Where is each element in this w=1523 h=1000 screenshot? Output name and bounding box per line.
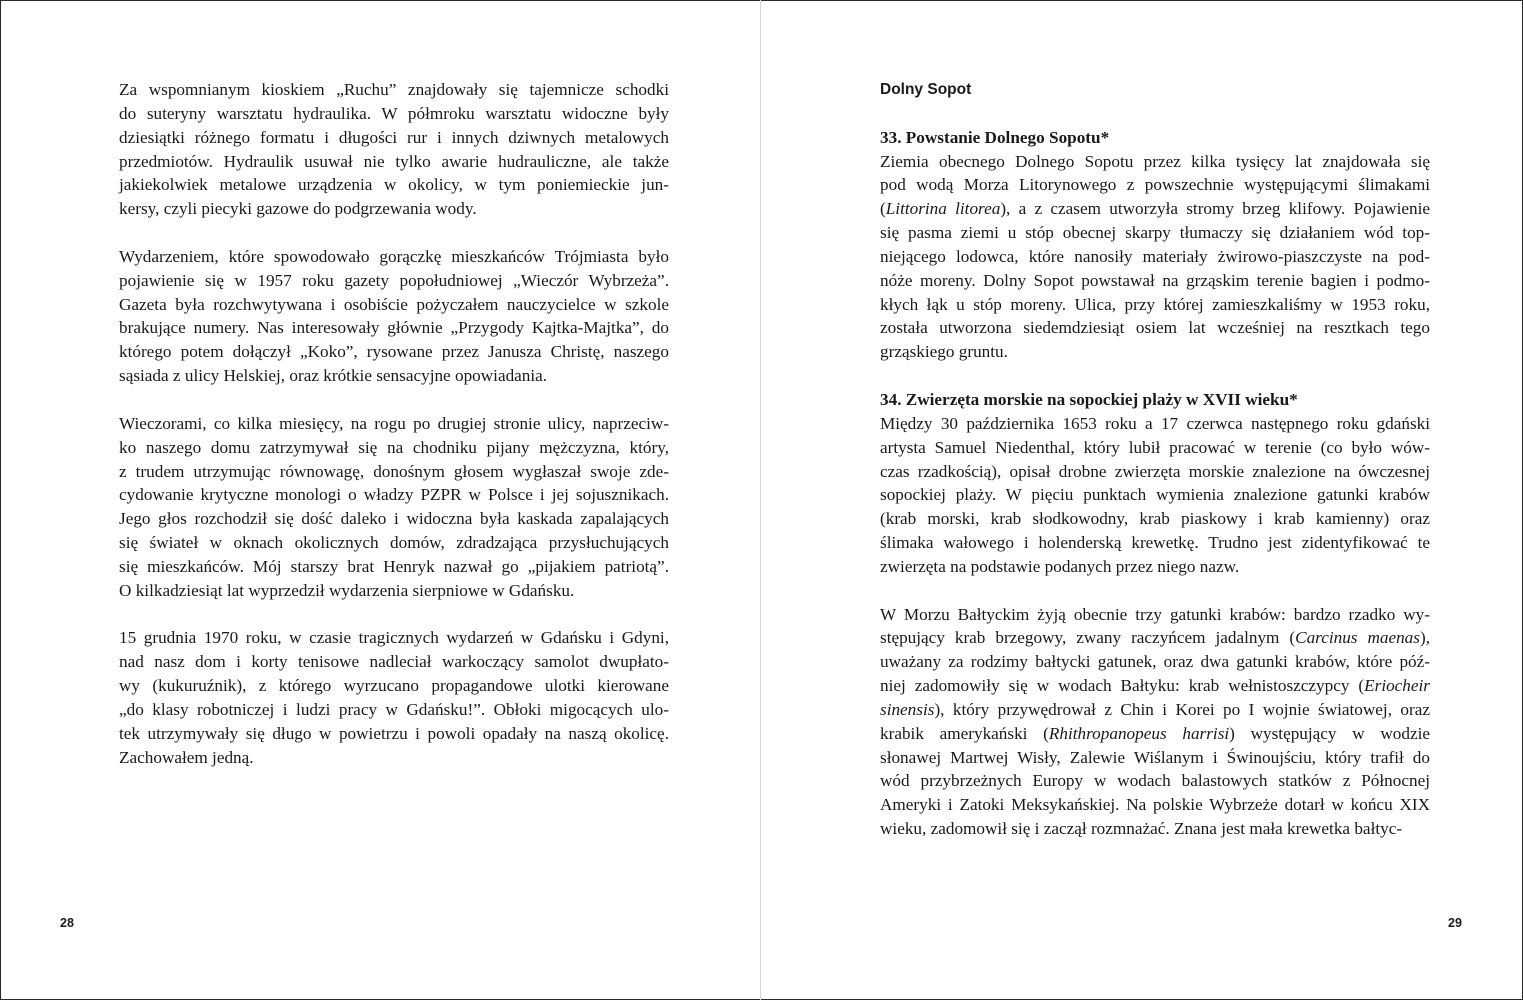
text-line <box>880 769 1430 793</box>
text-line <box>880 722 1430 746</box>
text-line: z trudem utrzymując równowagę, donośnym głosem wygłaszał swoje zde- <box>119 461 669 481</box>
text-run: niej zadomowiły się w wodach Bałtyku: krab wełnistoszczypcy ( <box>880 676 1365 696</box>
text-run: krabik amerykański ( <box>880 723 1049 743</box>
text-line: „do klasy robotniczej i ludzi pracy w Gdańsku!”. Obłoki migocących ulo- <box>119 699 669 719</box>
text-run: artysta Samuel Niedenthal, który lubił pracować w terenie (co było wów- <box>880 437 1430 457</box>
paragraph-drunk-patriot <box>119 412 669 603</box>
text-line <box>880 817 1430 841</box>
text-line <box>880 436 1430 460</box>
text-line <box>880 340 1430 364</box>
text-run: ( <box>880 199 886 219</box>
text-line: brakujące numery. Nas interesowały głównie „Przygody Kajtka-Majtka”, do <box>119 318 669 338</box>
text-line: kersy, czyli piecyki gazowe do podgrzewania wody. <box>119 199 477 219</box>
text-run: pod wodą Morza Litorynowego z powszechnie występującymi ślimakami <box>880 175 1430 195</box>
text-line: Zachowałem jedną. <box>119 747 254 767</box>
text-line: nad nasz dom i korty tenisowe nadleciał warkoczący samolot dwupłato- <box>119 652 669 672</box>
entry-body <box>880 150 1430 365</box>
text-run: została utworzona siedemdziesiąt osiem lat wcześniej na resztkach tego <box>880 318 1430 338</box>
text-line: dziesiątki różnego formatu i długości rur i innych dziwnych metalowych <box>119 127 669 147</box>
text-line <box>880 197 1430 221</box>
text-run: się pasma ziemi u stóp obecnej skarpy tłumaczy się działaniem wód top- <box>880 223 1430 243</box>
text-line <box>880 674 1430 698</box>
text-line: przedmiotów. Hydraulik usuwał nie tylko awarie hudrauliczne, ale także <box>119 151 669 171</box>
paragraph-kiosk <box>119 78 669 221</box>
text-line: O kilkadziesiąt lat wyprzedził wydarzenia sierpniowe w Gdańsku. <box>119 580 575 600</box>
text-line: do suteryny warsztatu hydraulika. W półmroku warsztatu widoczne były <box>119 103 669 123</box>
text-run: ), który przywędrował z Chin i Korei po I wojnie światowej, oraz <box>934 699 1430 719</box>
text-line: pojawienie się w 1957 roku gazety popołudniowej „Wieczór Wybrzeża”. <box>119 270 669 290</box>
text-line <box>880 150 1430 174</box>
text-run: Ameryki i Zatoki Meksykańskiej. Na polskie Wybrzeże dotarł w końcu XIX <box>880 795 1430 815</box>
latin-species-name: Rhithropanopeus harrisi <box>1048 723 1230 743</box>
entry-body <box>880 412 1430 579</box>
right-page <box>762 0 1523 1000</box>
text-line: którego potem dołączył „Koko”, rysowane przez Janusza Christę, naszego <box>119 342 669 362</box>
text-line <box>880 626 1430 650</box>
text-line: Za wspomnianym kioskiem „Ruchu” znajdowały się tajemnicze schodki <box>119 80 669 99</box>
text-run: stępujący krab brzegowy, zwany raczyńcem jadalnym ( <box>880 628 1296 648</box>
text-line <box>880 245 1430 269</box>
section-heading: Dolny Sopot <box>880 81 972 98</box>
text-line: ko naszego domu zatrzymywał się na chodniku pijany mężczyzna, który, <box>119 437 669 457</box>
text-run: ), a z czasem utworzyła stromy brzeg klifowy. Pojawienie <box>1000 199 1430 219</box>
text-line <box>880 698 1430 722</box>
text-line <box>880 412 1430 436</box>
text-line <box>880 293 1430 317</box>
text-line <box>880 650 1430 674</box>
text-line: się mieszkańców. Mój starszy brat Henryk nazwał go „pijakiem patriotą”. <box>119 556 669 576</box>
text-line: Gazeta była rozchwytywana i osobiście pożyczałem nauczycielce w szkole <box>119 294 669 314</box>
text-line: Wieczorami, co kilka miesięcy, na rogu po drugiej stronie ulicy, naprzeciw- <box>119 413 669 433</box>
text-run: kłych łąk u stóp moreny. Ulica, przy której zamieszkaliśmy w 1953 roku, <box>880 294 1430 314</box>
text-line: cydowanie krytyczne monologi o władzy PZPR w Polsce i jej sojusznikach. <box>119 485 669 505</box>
text-run: słonawej Martwej Wisły, Zalewie Wiślanym i Świnoujściu, który trafił do <box>880 747 1430 767</box>
text-line: sąsiada z ulicy Helskiej, oraz krótkie sensacyjne opowiadania. <box>119 366 548 386</box>
entry-34 <box>880 388 1430 579</box>
page-number: 28 <box>60 916 74 930</box>
latin-species-name: sinensis <box>880 699 935 719</box>
text-run: sopockiej plaży. W pięciu punktach wymienia znalezione gatunki krabów <box>880 485 1430 505</box>
text-line <box>880 507 1430 531</box>
text-run: czas rzadkością), opisał drobne zwierzęta morskie znalezione na ówczesnej <box>880 461 1430 481</box>
text-line <box>880 221 1430 245</box>
text-run: (krab morski, krab słodkowodny, krab piaskowy i krab kamienny) oraz <box>880 509 1430 529</box>
text-run: Między 30 października 1653 roku a 17 czerwca następnego roku gdański <box>880 413 1430 433</box>
text-line <box>880 460 1430 484</box>
text-line <box>880 746 1430 770</box>
text-line: Jego głos rozchodził się dość daleko i widoczna była kaskada zapalających <box>119 509 669 529</box>
text-line <box>880 793 1430 817</box>
paragraph-baltic-crabs <box>880 603 1430 841</box>
text-run: grząskiego gruntu. <box>880 342 1008 362</box>
latin-species-name: Carcinus maenas <box>1295 628 1420 648</box>
right-page-text <box>880 78 1430 841</box>
text-line <box>880 316 1430 340</box>
text-run: zwierzęta na podstawie podanych przez niego nazw. <box>880 556 1240 576</box>
left-page <box>0 0 761 1000</box>
text-run: ) występujący w wodzie <box>1229 723 1430 743</box>
text-run: ślimaka wałowego i holenderską krewetkę. Trudno jest zidentyfikować te <box>880 533 1430 553</box>
latin-species-name: Littorina litorea <box>885 199 1001 219</box>
paragraph-newspaper <box>119 245 669 388</box>
text-run: Ziemia obecnego Dolnego Sopotu przez kilka tysięcy lat znajdowała się <box>880 151 1430 171</box>
text-line: 15 grudnia 1970 roku, w czasie tragicznych wydarzeń w Gdańsku i Gdyni, <box>119 628 669 648</box>
text-run: niejącego lodowca, które nanosiły materiały żwirowo-piaszczyste na pod- <box>880 246 1430 266</box>
left-page-text <box>119 78 669 769</box>
text-run: W Morzu Bałtyckim żyją obecnie trzy gatunki krabów: bardzo rzadko wy- <box>880 604 1430 624</box>
text-line: się świateł w oknach okolicznych domów, zdradzająca przysłuchujących <box>119 533 669 553</box>
page-number: 29 <box>1448 916 1462 930</box>
entry-title: 33. Powstanie Dolnego Sopotu* <box>880 127 1110 147</box>
text-line <box>880 173 1430 197</box>
text-line: jakiekolwiek metalowe urządzenia w okolicy, w tym poniemieckie jun- <box>119 175 669 195</box>
paragraph-december-1970 <box>119 626 669 769</box>
text-run: wód przybrzeżnych Europy w wodach balastowych statków z Północnej <box>880 771 1430 791</box>
text-run: wieku, zadomowił się i zaczął rozmnażać. Znana jest mała krewetka bałtyc- <box>880 819 1403 839</box>
text-line <box>880 603 1430 627</box>
text-line: tek utrzymywały się długo w powietrzu i powoli opadały na naszą okolicę. <box>119 723 669 743</box>
entry-33 <box>880 126 1430 364</box>
text-run: uważany za rodzimy bałtycki gatunek, oraz dwa gatunki krabów, które póź- <box>880 652 1430 672</box>
latin-species-name: Eriocheir <box>1364 676 1430 696</box>
text-line: wy (kukuruźnik), z którego wyrzucano propagandowe ulotki kierowane <box>119 676 669 696</box>
entry-title: 34. Zwierzęta morskie na sopockiej plaży w XVII wieku* <box>880 389 1298 409</box>
text-line <box>880 269 1430 293</box>
text-line: Wydarzeniem, które spowodowało gorączkę mieszkańców Trójmiasta było <box>119 246 669 266</box>
text-line <box>880 555 1430 579</box>
text-run: nóże moreny. Dolny Sopot powstawał na grząskim terenie bagien i podmo- <box>880 270 1430 290</box>
text-run: ), <box>1419 628 1430 648</box>
text-line <box>880 483 1430 507</box>
text-line <box>880 531 1430 555</box>
